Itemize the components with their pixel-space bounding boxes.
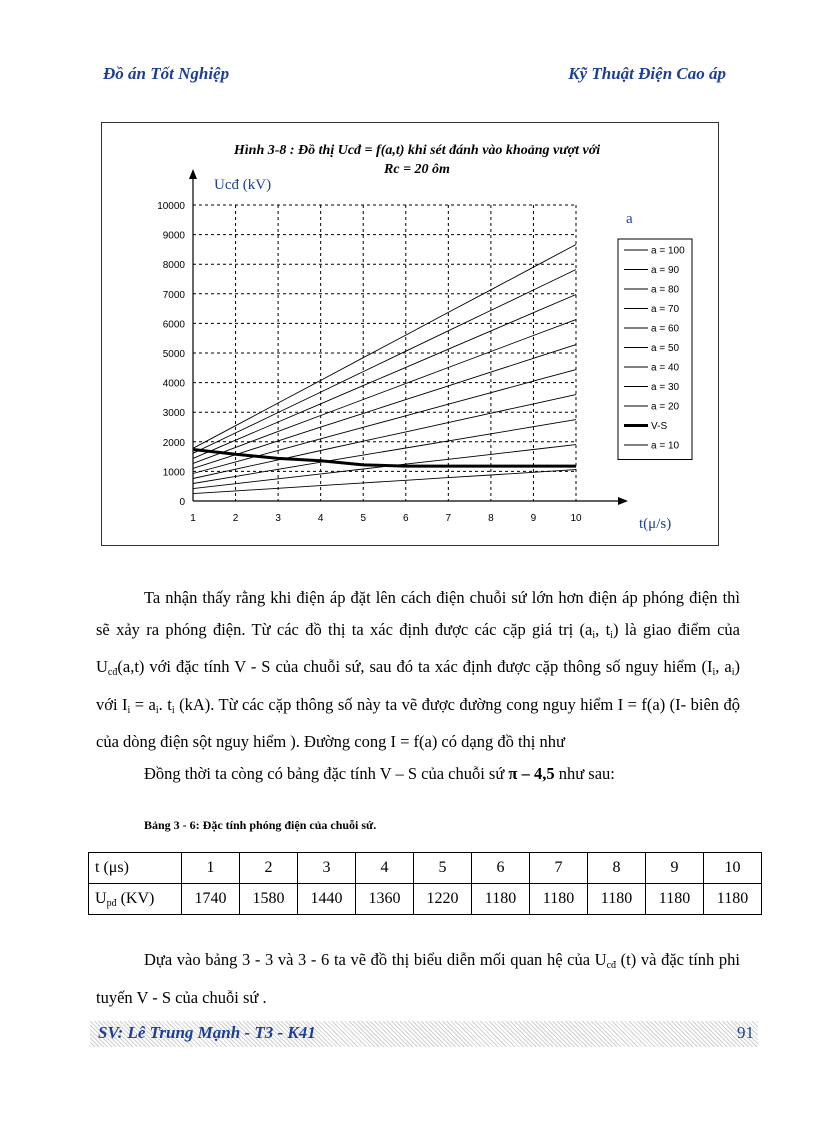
x-tick-label: 4 [317,513,324,524]
y-tick-label: 9000 [162,230,185,242]
insulator-type: π – 4,5 [508,763,555,783]
vs-characteristic-table [88,852,762,915]
chart-frame [101,122,719,546]
x-tick-label: 10 [570,513,582,524]
p1-sub: i [155,704,159,716]
legend-entry: a = 60 [651,323,680,335]
p2-s1: Dựa vào bảng 3 - 3 và 3 - 6 ta vẽ đồ thị biểu diễn mối quan hệ của U [144,950,607,969]
x-tick-label: 5 [360,513,367,524]
p1-sub: i [171,704,175,716]
y-tick-label: 4000 [162,378,185,390]
y-axis-label: Ucđ (kV) [214,177,272,193]
p1-s4: (a,t) với đặc tính V - S của chuỗi sứ, sau đó ta xác định được cặp thông số nguy hiểm (I [117,657,713,677]
table-cell: 2 [240,853,298,884]
p1-sub: cđ [107,667,118,679]
table-cell: 4 [356,853,414,884]
header-right-title: Kỹ Thuật Điện Cao áp [568,64,726,83]
legend-entry: a = 50 [651,343,680,354]
series-line [193,345,576,469]
legend-entry: a = 70 [651,304,680,315]
p1-s6: ) với I [96,657,740,714]
table-cell: 1180 [646,884,704,915]
table-cell: 1360 [356,884,414,915]
page-number: 91 [737,1023,754,1042]
p2-sub: cđ [606,960,617,971]
row-head-main: U [95,889,107,907]
y-axis-arrow-icon [189,169,197,179]
table-cell: 1180 [472,884,530,915]
series-line [193,370,576,474]
paragraph-1b-text [96,758,740,790]
p1b-before: Đồng thời ta còng có bảng đặc tính V – S của chuỗi sứ [144,763,509,783]
chart-title-line1: Hình 3-8 : Đồ thị Ucđ = f(a,t) khi sét đánh vào khoảng vượt với [233,143,601,158]
p1-sub: i [610,629,613,641]
row-head-sub: pđ [106,897,117,909]
p2-s2: (t) và đặc tính phi tuyến V - S của chuỗi sứ . [96,950,740,1007]
x-tick-label: 8 [488,513,494,524]
p1-s7: = a [130,694,156,714]
p1-sub: i [592,629,596,641]
table-row [89,853,762,884]
table-cell: 1180 [704,884,762,915]
p1-s5: , a [715,657,732,677]
y-tick-label: 6000 [162,319,185,331]
table-cell: 1220 [414,884,472,915]
legend-entry: a = 30 [651,382,680,393]
x-tick-label: 2 [232,513,239,524]
paragraph-1 [96,582,740,790]
row-head-unit: (KV) [116,889,155,907]
p1-s2: , t [595,619,611,639]
x-axis-arrow-icon [618,497,628,505]
p1-s9: (kA). Từ các cặp thông số này ta vẽ được đường cong nguy hiểm I = f(a) (I- biên độ của dòng điện sột nguy hiểm ). Đường cong I = f(a) có dạng đồ thị như [96,694,740,752]
table-row-header: t (μs) [89,853,182,884]
x-tick-label: 9 [530,513,537,524]
table-cell: 1440 [298,884,356,915]
table-row-header [89,884,182,915]
x-tick-label: 1 [190,513,196,524]
line-chart [102,123,720,547]
legend-title: a [626,211,633,227]
y-tick-label: 1000 [162,467,185,479]
legend-entry: a = 20 [651,401,680,413]
y-tick-label: 10000 [157,201,185,212]
p1-s3: ) là giao điểm của U [96,619,740,677]
legend-entry: a = 40 [651,362,680,374]
legend-entry: a = 80 [651,284,680,296]
x-axis-label: t(μ/s) [639,516,672,532]
p1-sub: i [731,667,735,679]
y-tick-label: 0 [179,497,185,508]
x-tick-label: 3 [275,513,281,524]
series-line [193,245,576,449]
y-tick-label: 8000 [162,260,185,272]
table-cell: 1180 [530,884,588,915]
table-cell: 3 [298,853,356,884]
table-cell: 9 [646,853,704,884]
table-cell: 1740 [182,884,240,915]
legend-entry: a = 10 [651,440,680,452]
table-cell: 5 [414,853,472,884]
x-tick-label: 6 [402,513,409,524]
y-tick-label: 7000 [162,289,185,301]
table-cell: 10 [704,853,762,884]
table-cell: 6 [472,853,530,884]
footer-bar [90,1021,758,1047]
p1-s1: Ta nhận thấy rằng khi điện áp đặt lên cách điện chuỗi sứ lớn hơn điện áp phóng điện thì sẽ xảy ra phóng điện. Từ các đồ thị ta xác định được các cặp giá trị (a [96,588,740,639]
table-cell: 1 [182,853,240,884]
paragraph-1-text [96,582,740,758]
table-cell: 8 [588,853,646,884]
series-line [193,295,576,459]
table-caption: Bảng 3 - 6: Đặc tính phóng điện của chuỗi sứ. [144,818,377,832]
table-row [89,884,762,915]
series-line [193,270,576,454]
legend-entry: a = 90 [651,265,680,276]
y-tick-label: 5000 [162,349,185,360]
y-tick-label: 3000 [162,408,185,420]
table-cell: 1180 [588,884,646,915]
paragraph-2-text [96,944,740,1013]
table-cell: 7 [530,853,588,884]
p1-sub: i [127,704,131,716]
footer-student: SV: Lê Trung Mạnh - T3 - K41 [98,1023,316,1042]
p1-s8: . t [158,694,172,714]
paragraph-2 [96,944,740,1013]
y-tick-label: 2000 [162,437,185,449]
p1-sub: i [712,667,716,679]
chart-title-line2: Rc = 20 ôm [384,162,450,177]
legend-entry: a = 100 [651,245,685,257]
table-cell: 1580 [240,884,298,915]
p1b-after: như sau: [554,763,615,783]
header-left-title: Đồ án Tốt Nghiệp [103,64,230,83]
x-tick-label: 7 [445,513,452,524]
legend-entry: V-S [651,421,668,432]
